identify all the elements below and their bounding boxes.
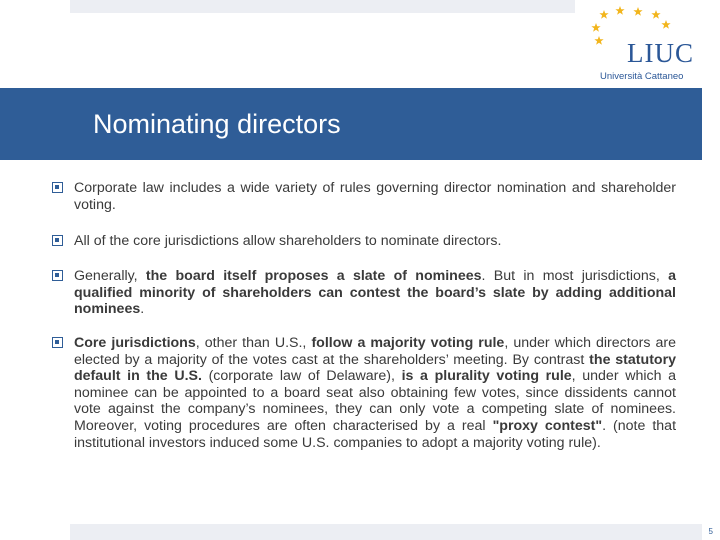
bullet-text: All of the core jurisdictions allow shareholders to nominate directors. — [74, 233, 502, 249]
logo-wordmark: LIUC — [627, 38, 694, 68]
bullet-item — [50, 233, 501, 250]
logo-subtitle: Università Cattaneo — [600, 71, 684, 82]
bullet-item — [50, 180, 676, 213]
bullet-text: Generally, the board itself proposes a slate of nominees. But in most jurisdictions, a qualified minority of shareholders can contest the board’s slate by adding additional nominees. — [74, 268, 676, 318]
square-bullet-icon — [52, 182, 63, 193]
bullet-item — [50, 335, 676, 451]
square-bullet-icon — [52, 270, 63, 281]
top-decorative-strip — [70, 0, 575, 13]
page-number: 5 — [708, 527, 713, 536]
square-bullet-icon — [52, 337, 63, 348]
bottom-decorative-strip — [70, 524, 702, 540]
bullet-item — [50, 268, 676, 318]
bullet-text: Core jurisdictions, other than U.S., follow a majority voting rule, under which directors are elected by a majority of the votes cast at the shareholders’ meeting. By contrast the statutory default in the U.S. (corporate law of Delaware), is a plurality voting rule, under which a nominee can be appointed to a board seat also obtaining few votes, since dissidents cannot vote against the company’s nominees, they can only vote a competing slate of nominees. Moreover, voting procedures are often characterised by a real "proxy contest". (note that institutional investors induced some U.S. companies to adopt a majority voting rule). — [74, 335, 677, 451]
liuc-logo — [590, 6, 700, 84]
slide-title: Nominating directors — [93, 109, 341, 139]
square-bullet-icon — [52, 235, 63, 246]
bullet-text: Corporate law includes a wide variety of rules governing director nomination and shareholder voting. — [74, 180, 676, 213]
